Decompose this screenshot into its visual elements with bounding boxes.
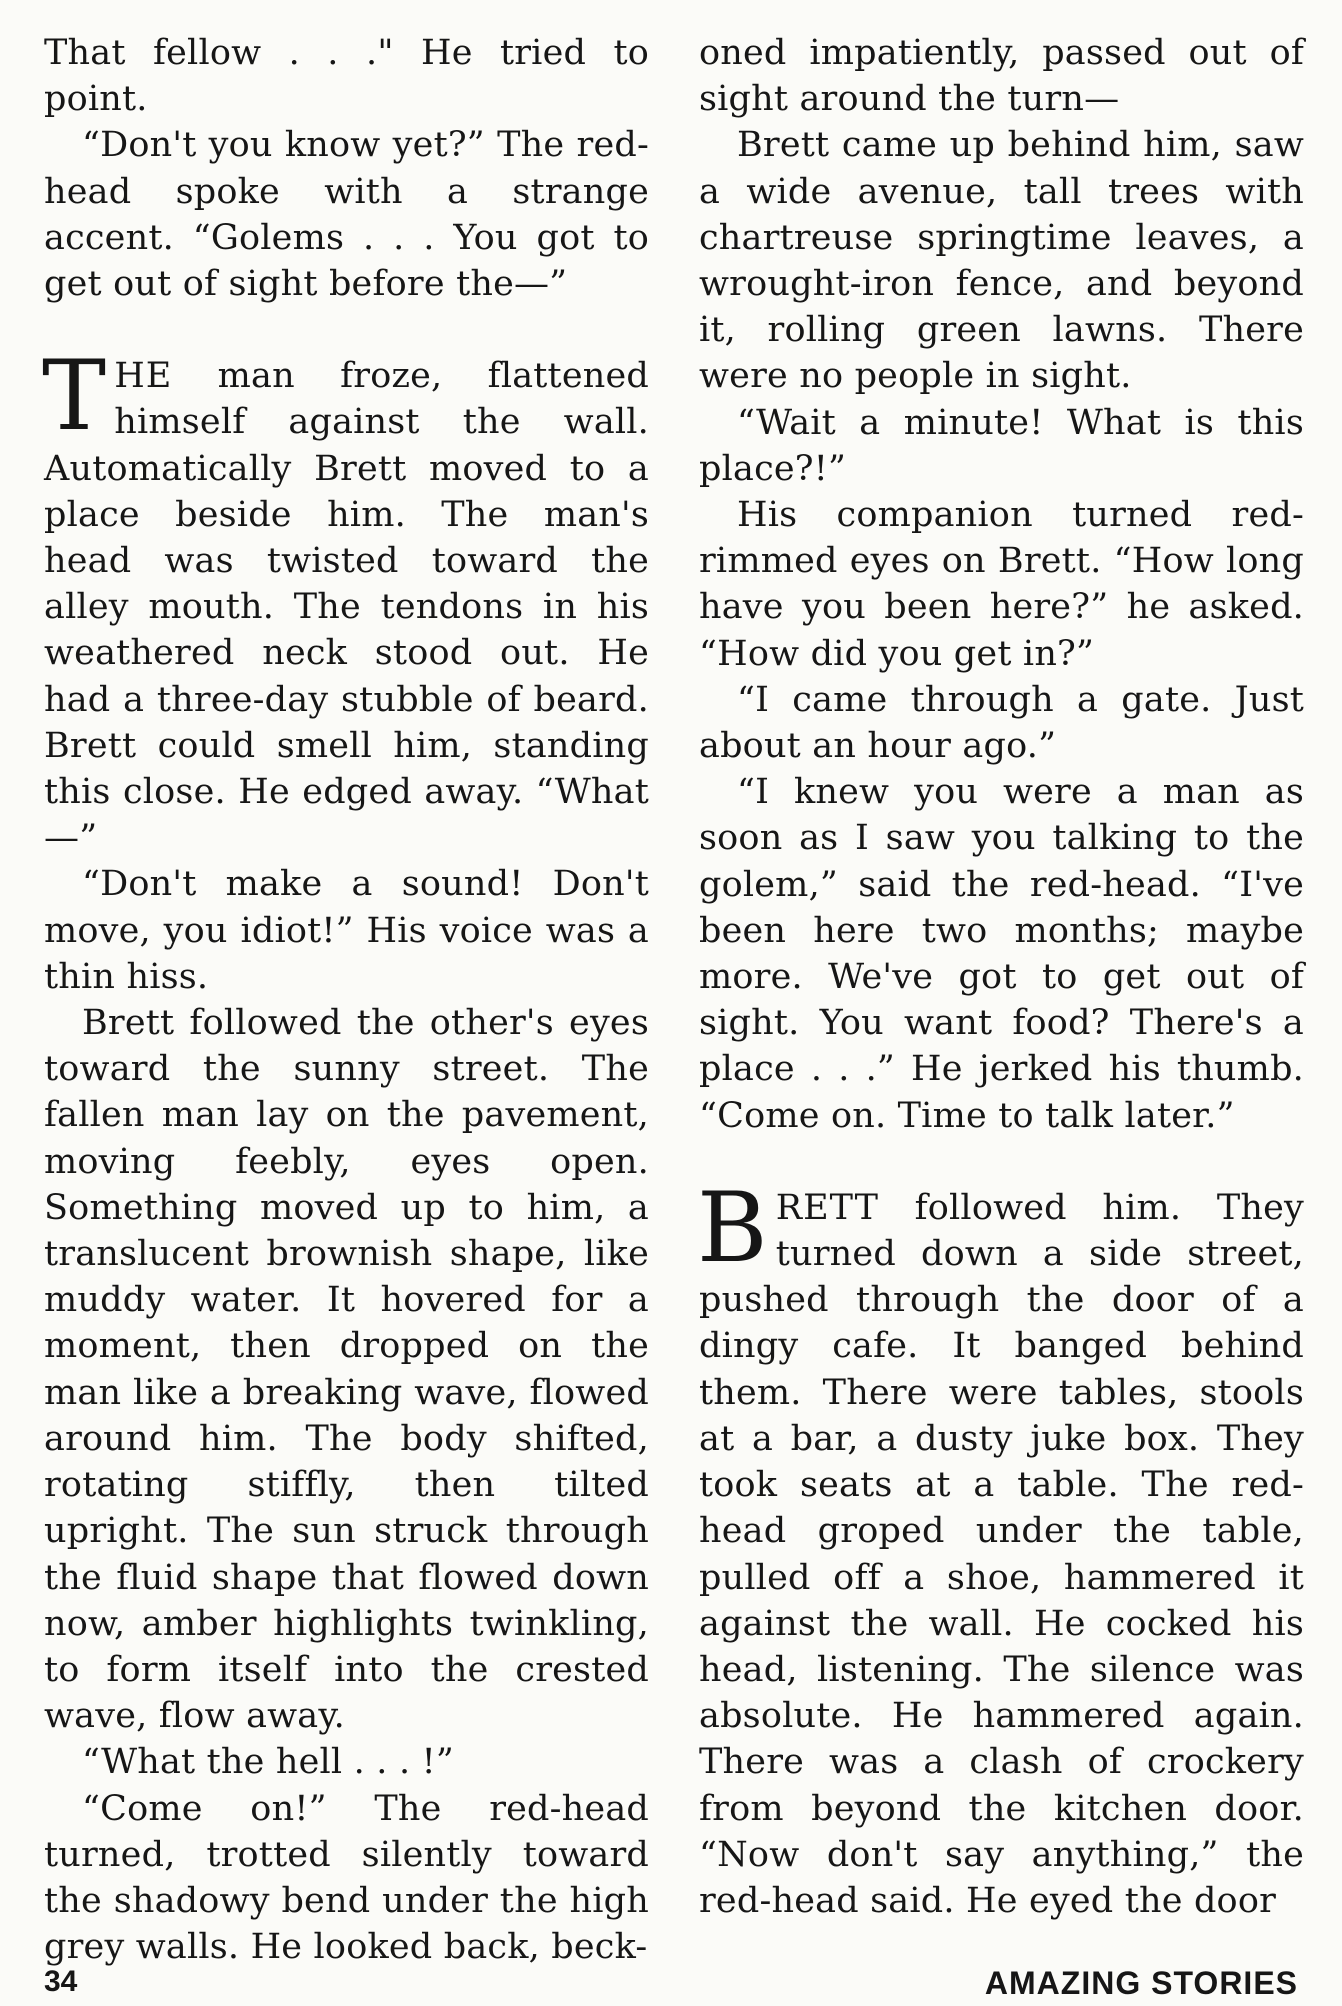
right-column <box>699 30 1304 1924</box>
paragraph: “Come on!” The red-head turned, trotted silently toward the shadowy bend under the high grey walls. He looked back, beck- <box>44 1788 649 1968</box>
paragraph-text: followed him. They turned down a side street, pushed through the door of a dingy cafe. It banged behind them. There were tables, stools at a bar, a dusty juke box. They took seats at a table. The red-head groped under the table, pulled off a shoe, hammered it against the wall. He cocked his head, listening. The silence was absolute. He hammered again. There was a clash of crockery from beyond the kitchen door. “Now don't say anything,” the red-head said. He eyed the door <box>699 1187 1304 1921</box>
paragraph: “I came through a gate. Just about an hour ago.” <box>699 679 1304 767</box>
paragraph: “Wait a minute! What is this place?!” <box>699 402 1304 489</box>
small-caps-lead: RETT <box>775 1187 879 1228</box>
paragraph: “Don't you know yet?” The red-head spoke with a strange accent. “Golems . . . You got to get out of sight before the—” <box>44 125 649 305</box>
paragraph: Brett came up behind him, saw a wide avenue, tall trees with chartreuse springtime leaves, a wrought-iron fence, and beyond it, rolling green lawns. There were no people in sight. <box>699 125 1304 397</box>
paragraph-text: man froze, flattened himself against the wall. Automatically Brett moved to a place beside him. The man's head was twisted toward the alley mouth. The tendons in his weathered neck stood out. He had a three-day stubble of beard. Brett could smell him, standing this close. He edged away. “What—” <box>44 356 649 859</box>
section-paragraph <box>697 1171 1304 1924</box>
paragraph: oned impatiently, passed out of sight around the turn— <box>699 33 1304 120</box>
paragraph: Brett followed the other's eyes toward the sunny street. The fallen man lay on the pavement, moving feebly, eyes open. Something moved up to him, a translucent brownish shape, like muddy water. It hovered for a moment, then dropped on the man like a breaking wave, flowed around him. The body shifted, rotating stiffly, then tilted upright. The sun struck through the fluid shape that flowed down now, amber highlights twinkling, to form itself into the crested wave, flow away. <box>44 1003 649 1737</box>
section-paragraph <box>42 340 649 861</box>
paragraph: “Don't make a sound! Don't move, you idiot!” His voice was a thin hiss. <box>44 864 649 997</box>
small-caps-lead: HE <box>114 356 173 397</box>
paragraph: “I knew you were a man as soon as I saw you talking to the golem,” said the red-head. “I've been here two months; maybe more. We've got to get out of sight. You want food? There's a place . . .” He jerked his thumb. “Come on. Time to talk later.” <box>699 772 1304 1136</box>
paragraph: His companion turned red-rimmed eyes on Brett. “How long have you been here?” he asked. “How did you get in?” <box>699 495 1304 674</box>
paragraph: “What the hell . . . !” <box>82 1742 454 1783</box>
drop-cap: T <box>42 340 107 453</box>
left-column <box>44 30 649 1970</box>
running-footer: AMAZING STORIES <box>984 1965 1298 2001</box>
page-number: 34 <box>44 1965 78 1998</box>
drop-cap: B <box>697 1171 768 1284</box>
paragraph: That fellow . . ." He tried to point. <box>44 33 649 120</box>
